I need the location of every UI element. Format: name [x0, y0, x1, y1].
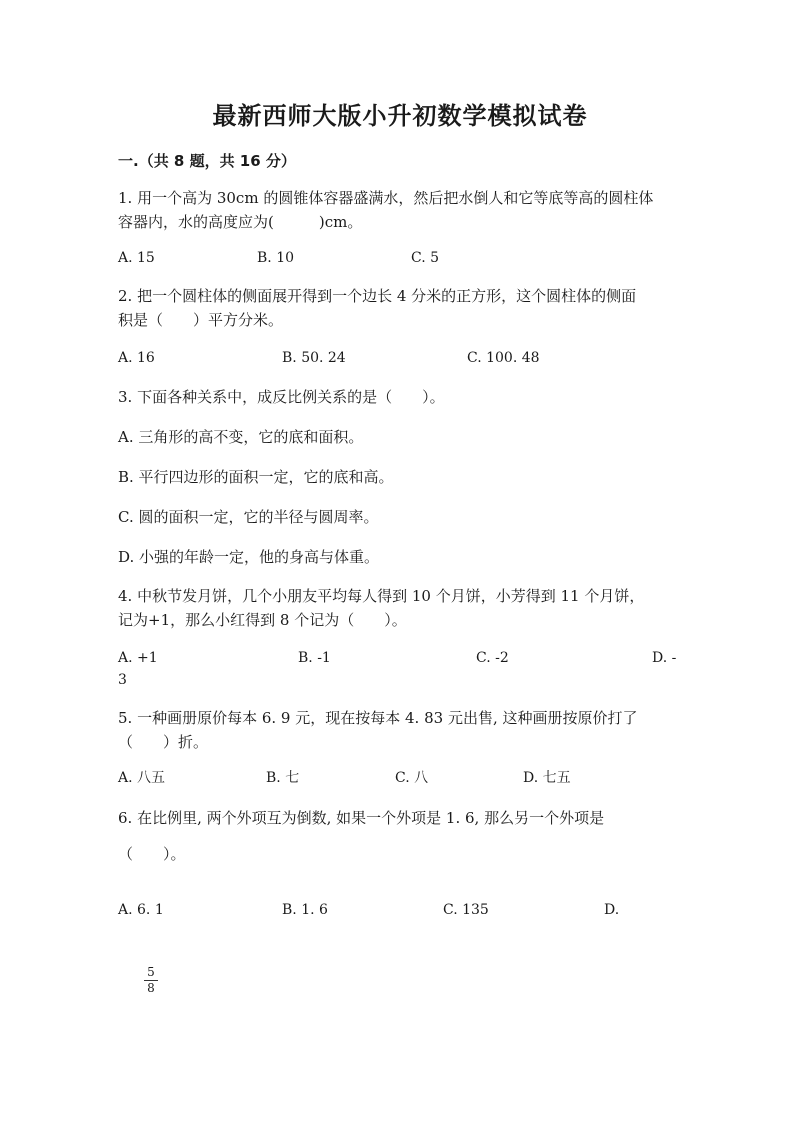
- question-2-option-a: A. 16: [118, 350, 155, 366]
- section-heading: 一.（共 8 题，共 16 分）: [118, 152, 296, 170]
- question-3-option-b: B. 平行四边形的面积一定，它的底和高。: [118, 468, 394, 486]
- question-2-option-c: C. 100. 48: [467, 350, 540, 366]
- question-5-line-1: 5. 一种画册原价每本 6. 9 元，现在按每本 4. 83 元出售, 这种画册按原价打了: [118, 709, 638, 727]
- question-4-option-d-wrap: 3: [118, 672, 127, 688]
- question-6-line-1: 6. 在比例里, 两个外项互为倒数, 如果一个外项是 1. 6, 那么另一个外项是: [118, 809, 605, 827]
- question-1-option-c: C. 5: [411, 250, 440, 266]
- question-1-option-b: B. 10: [257, 250, 295, 266]
- fraction-denominator: 8: [147, 981, 155, 995]
- question-3-option-d: D. 小强的年龄一定，他的身高与体重。: [118, 548, 380, 566]
- question-5-option-a: A. 八五: [118, 770, 166, 786]
- question-6-option-a: A. 6. 1: [118, 902, 164, 918]
- question-1-line-1: 1. 用一个高为 30cm 的圆锥体容器盛满水，然后把水倒人和它等底等高的圆柱体: [118, 189, 654, 207]
- question-3-option-a: A. 三角形的高不变，它的底和面积。: [118, 428, 364, 446]
- question-3-option-c: C. 圆的面积一定，它的半径与圆周率。: [118, 508, 379, 526]
- question-4-option-d: D. -: [652, 650, 677, 666]
- question-2-line-1: 2. 把一个圆柱体的侧面展开得到一个边长 4 分米的正方形，这个圆柱体的侧面: [118, 287, 637, 305]
- question-4-option-b: B. -1: [298, 650, 331, 666]
- question-4-option-c: C. -2: [476, 650, 509, 666]
- question-6-line-2: （ ）。: [118, 845, 186, 863]
- fraction-numerator: 5: [147, 965, 155, 979]
- question-4-line-2: 记为+1，那么小红得到 8 个记为（ ）。: [118, 611, 407, 629]
- question-4-option-a: A. +1: [118, 650, 158, 666]
- question-1-option-a: A. 15: [118, 250, 155, 266]
- question-6-option-d: D.: [604, 902, 620, 918]
- question-4-line-1: 4. 中秋节发月饼，几个小朋友平均每人得到 10 个月饼，小芳得到 11 个月饼，: [118, 587, 645, 605]
- question-5-option-c: C. 八: [395, 770, 429, 786]
- question-6-option-c: C. 135: [443, 902, 489, 918]
- question-5-option-d: D. 七五: [523, 770, 571, 786]
- question-1-line-2: 容器内，水的高度应为( )cm。: [118, 213, 363, 231]
- question-2-option-b: B. 50. 24: [282, 350, 346, 366]
- page-title: 最新西师大版小升初数学模拟试卷: [212, 102, 588, 130]
- question-6-option-b: B. 1. 6: [282, 902, 328, 918]
- question-5-line-2: （ ）折。: [118, 733, 209, 751]
- question-5-option-b: B. 七: [266, 770, 300, 786]
- question-3-line-1: 3. 下面各种关系中，成反比例关系的是（ ）。: [118, 388, 445, 406]
- question-6-option-d-fraction: [144, 966, 158, 995]
- question-2-line-2: 积是（ ）平方分米。: [118, 311, 284, 329]
